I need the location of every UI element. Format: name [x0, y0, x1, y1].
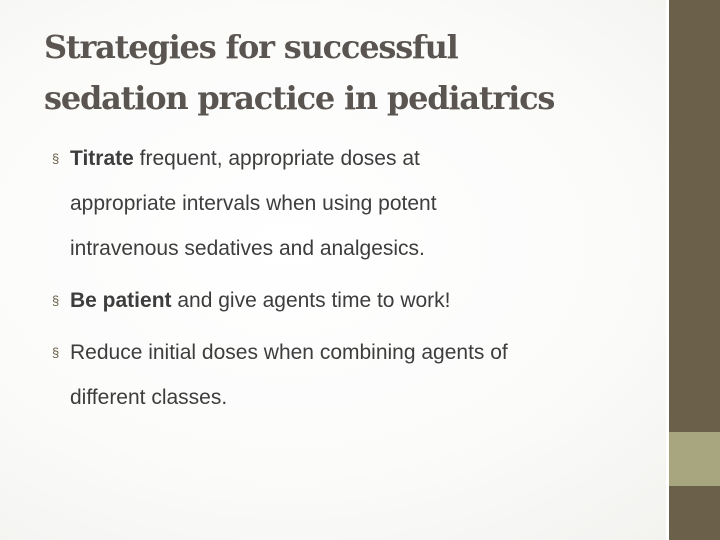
bullet-text: Reduce initial doses when combining agents of [70, 341, 508, 364]
bullet-text: different classes. [70, 386, 228, 409]
slide-title-line-1: Strategies for successful [44, 28, 458, 66]
bullet-text: frequent, appropriate doses at [133, 147, 420, 170]
bullet-text: and give agents time to work! [171, 289, 451, 312]
bullet-marker-icon: § [52, 345, 60, 360]
bullet-item-be-patient [52, 278, 652, 323]
bullet-item-reduce-doses [52, 330, 652, 420]
bullet-lead-text: Be patient [70, 289, 172, 312]
bullet-list [52, 136, 652, 427]
sidebar-accent-block [669, 432, 720, 486]
bullet-marker-icon: § [52, 293, 60, 308]
bullet-marker-icon: § [52, 151, 60, 166]
bullet-text: appropriate intervals when using potent [70, 192, 437, 215]
slide-title [44, 22, 644, 124]
bullet-lead-text: Titrate [70, 147, 134, 170]
slide-title-line-2: sedation practice in pediatrics [44, 79, 555, 117]
bullet-text: intravenous sedatives and analgesics. [70, 237, 425, 260]
bullet-item-titrate [52, 136, 652, 271]
